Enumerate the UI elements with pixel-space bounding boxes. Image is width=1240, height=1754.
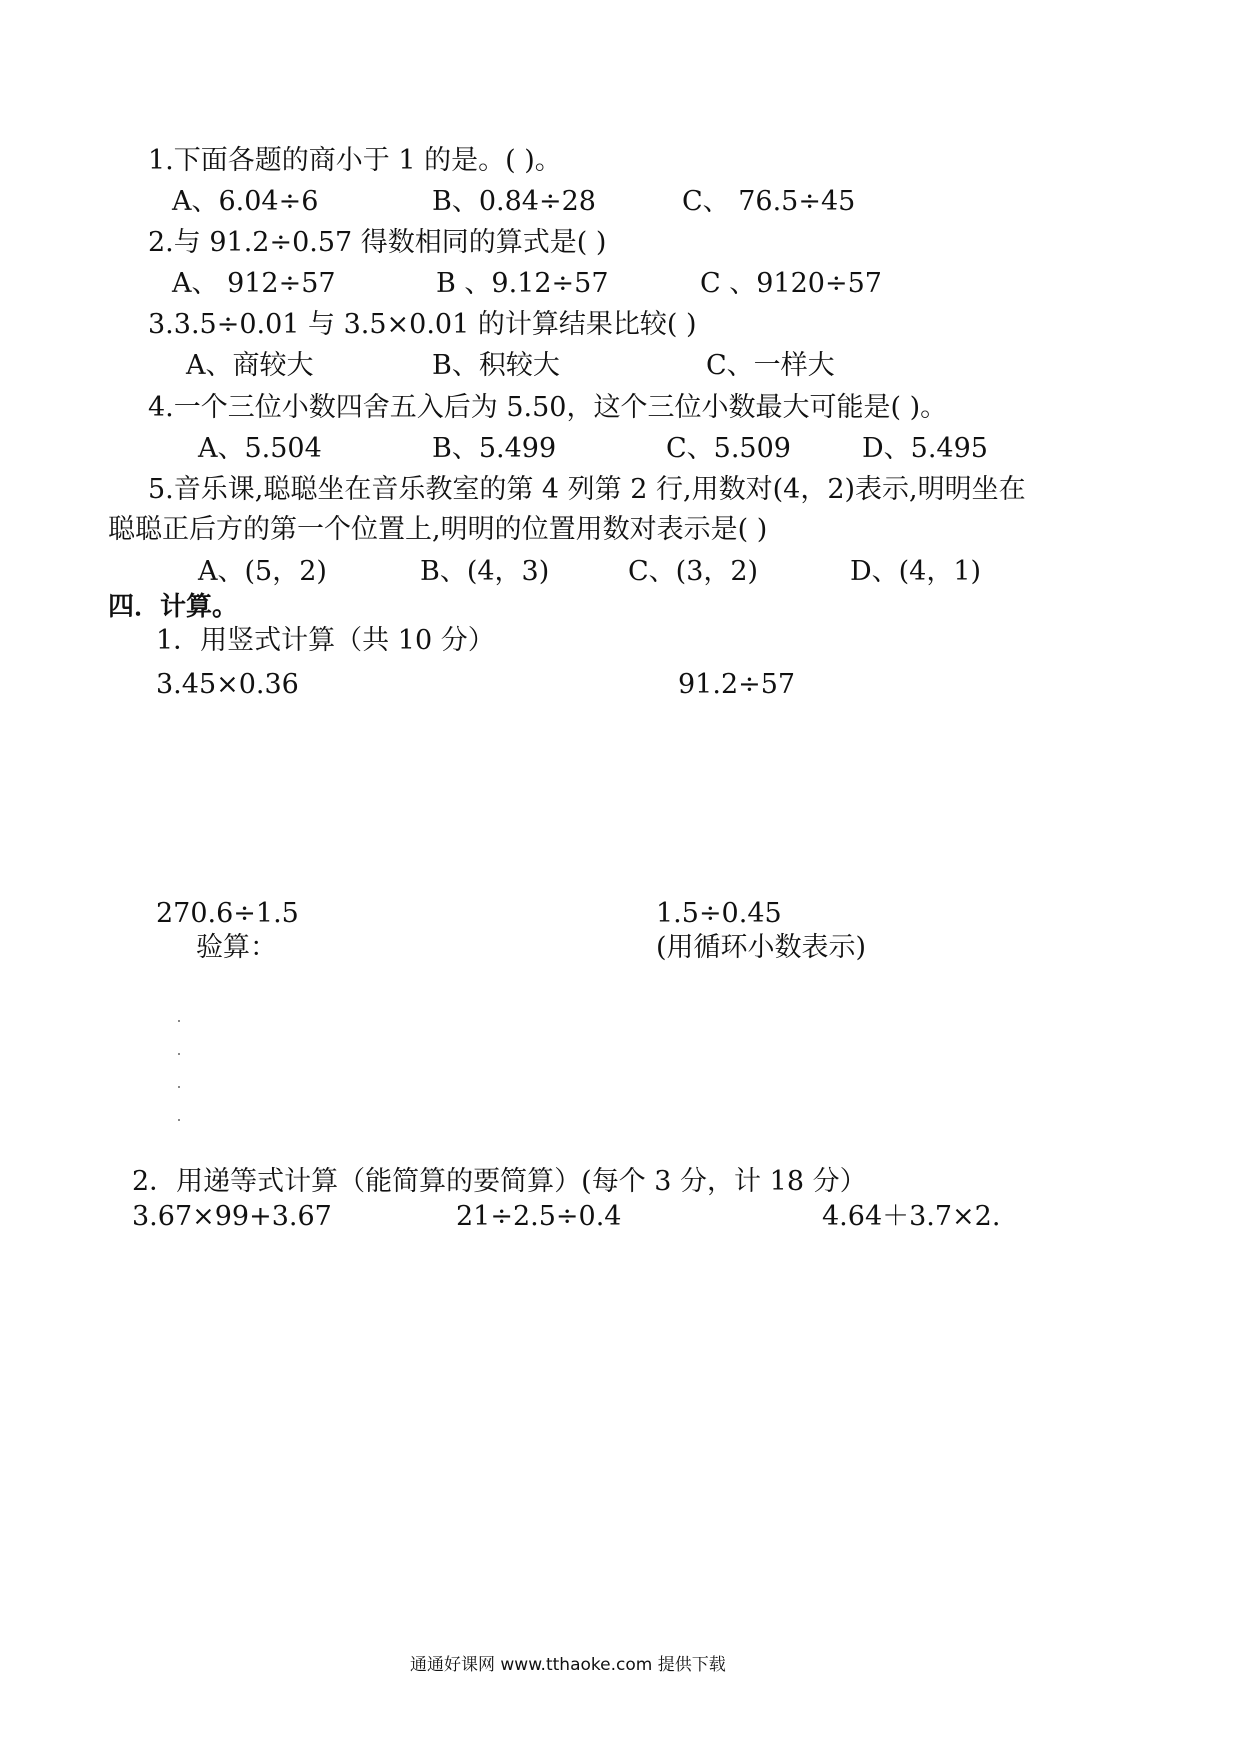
check-label: 验算：: [196, 932, 277, 963]
question-4-option-c: C、5.509: [666, 433, 791, 464]
vertical-calc-1: 3.45×0.36: [156, 669, 299, 700]
stray-dot: [178, 1020, 180, 1022]
stray-dot: [178, 1119, 180, 1121]
stray-dot: [178, 1086, 180, 1088]
question-3-option-a: A、商较大: [186, 350, 314, 381]
question-1-option-c: C、 76.5÷45: [682, 186, 856, 217]
footer-credit: 通通好课网 www.tthaoke.com 提供下载: [410, 1655, 726, 1675]
vertical-calc-4: 1.5÷0.45: [656, 898, 782, 929]
vertical-calc-2: 91.2÷57: [678, 669, 796, 700]
question-5-option-a: A、(5，2): [198, 556, 327, 587]
question-5-option-c: C、(3，2): [628, 556, 759, 587]
stepwise-calc-1: 3.67×99+3.67: [132, 1201, 332, 1232]
question-1-stem: 1.下面各题的商小于 1 的是。( )。: [148, 145, 562, 176]
question-4-option-d: D、5.495: [862, 433, 988, 464]
stepwise-calc-2: 21÷2.5÷0.4: [456, 1201, 622, 1232]
question-3-option-b: B、积较大: [432, 350, 560, 381]
question-2-option-a: A、 912÷57: [172, 268, 336, 299]
question-2-option-c: C 、9120÷57: [700, 268, 882, 299]
question-3-stem: 3.3.5÷0.01 与 3.5×0.01 的计算结果比较( ): [148, 309, 697, 340]
question-3-option-c: C、一样大: [706, 350, 835, 381]
stray-dot: [178, 1053, 180, 1055]
question-5-stem-line1: 5.音乐课,聪聪坐在音乐教室的第 4 列第 2 行,用数对(4，2)表示,明明坐在: [148, 474, 1026, 505]
question-4-option-b: B、5.499: [432, 433, 557, 464]
question-5-option-d: D、(4，1): [850, 556, 982, 587]
part-1-heading: 1．用竖式计算（共 10 分）: [156, 625, 495, 656]
question-2-option-b: B 、9.12÷57: [436, 268, 609, 299]
question-5-stem-line2: 聪聪正后方的第一个位置上,明明的位置用数对表示是( ): [108, 514, 768, 545]
question-1-option-a: A、6.04÷6: [172, 186, 319, 217]
stepwise-calc-3: 4.64＋3.7×2.: [822, 1201, 1001, 1232]
part-2-heading: 2．用递等式计算（能简算的要简算）(每个 3 分，计 18 分）: [132, 1166, 867, 1197]
vertical-calc-3: 270.6÷1.5: [156, 898, 299, 929]
repeating-decimal-note: (用循环小数表示): [656, 932, 867, 963]
question-2-stem: 2.与 91.2÷0.57 得数相同的算式是( ): [148, 227, 607, 258]
question-4-stem: 4.一个三位小数四舍五入后为 5.50，这个三位小数最大可能是( )。: [148, 392, 948, 423]
question-4-option-a: A、5.504: [198, 433, 322, 464]
question-5-option-b: B、(4，3): [420, 556, 550, 587]
section-4-title: 四．计算。: [108, 592, 239, 622]
question-1-option-b: B、0.84÷28: [432, 186, 596, 217]
